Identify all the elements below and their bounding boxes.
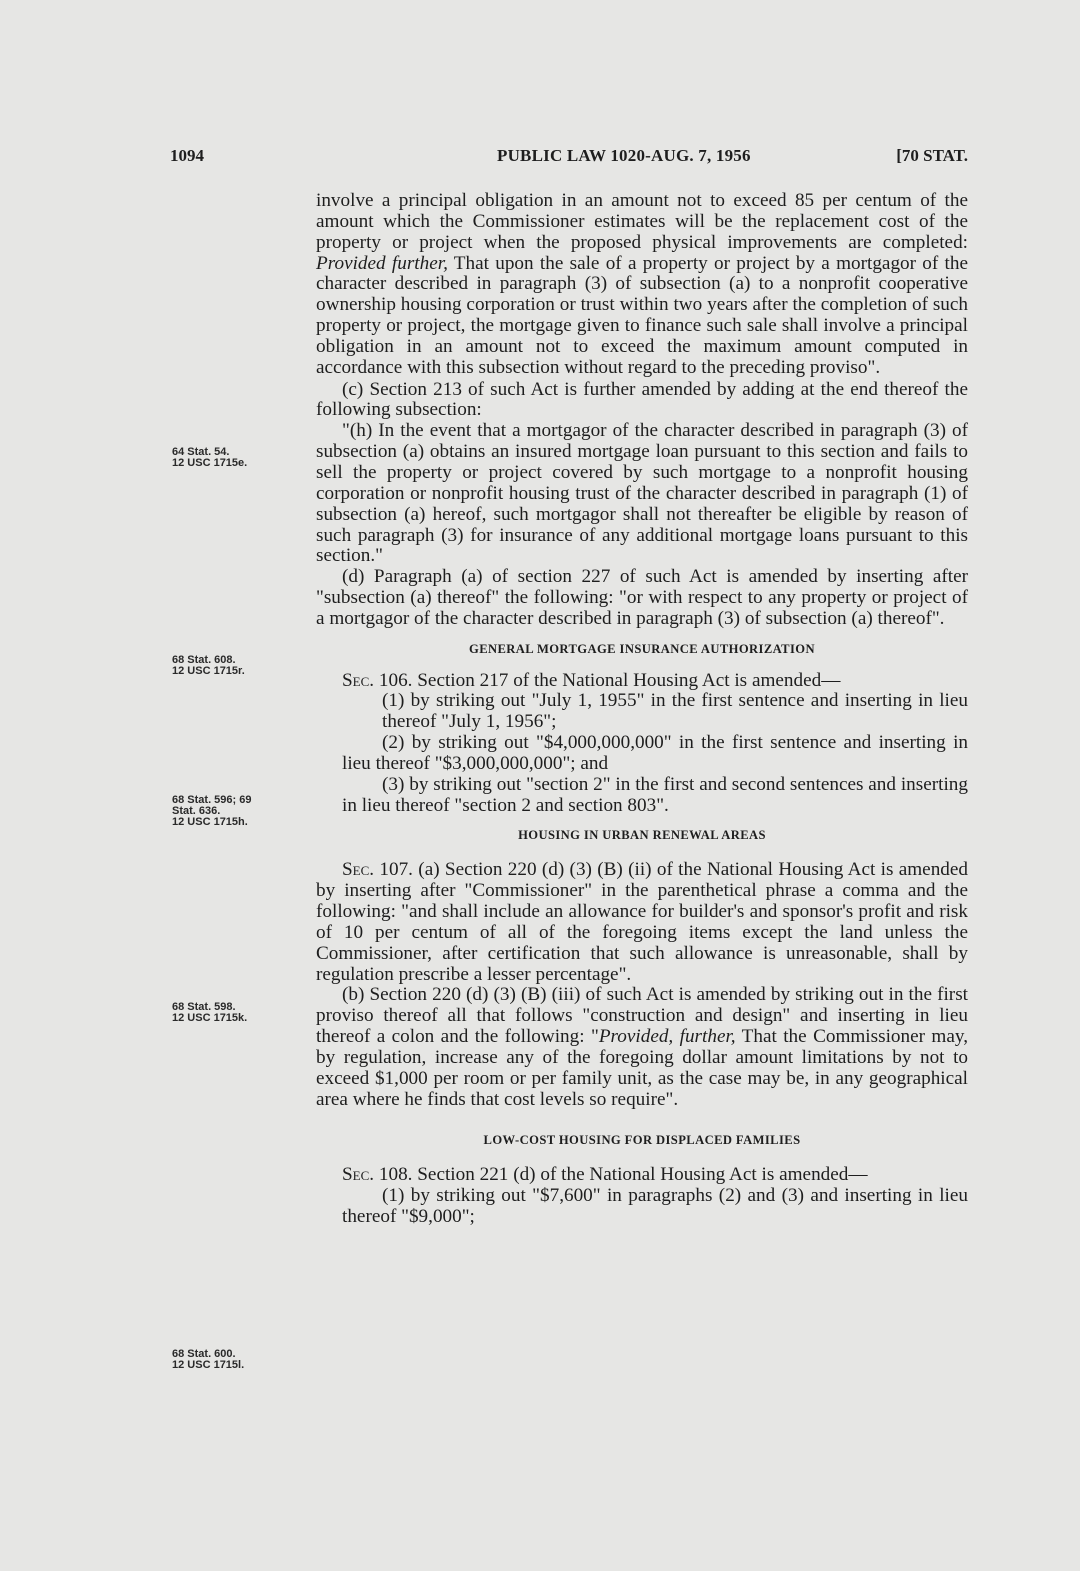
clause-1: (1) by striking out "July 1, 1955" in the first sentence and inserting in lieu thereof "July 1, 1956";	[382, 690, 968, 733]
section-heading: HOUSING IN URBAN RENEWAL AREAS	[518, 828, 766, 843]
running-title: PUBLIC LAW 1020-AUG. 7, 1956	[497, 146, 751, 165]
text-run: That the Commissioner may, by regulation, increase any of the foregoing dollar amount limitations by not to exceed $1,000 per room or per family unit, as the case may be, in any geographical area where he finds that cost levels so require".	[316, 1026, 968, 1110]
section-heading: LOW-COST HOUSING FOR DISPLACED FAMILIES	[483, 1133, 801, 1148]
page-header	[170, 146, 970, 170]
text-run: Section 217 of the National Housing Act is amended—	[412, 669, 841, 691]
text-run: involve a principal obligation in an amount not to exceed 85 per centum of the amount which the Commissioner estimates will be the replacement cost of the property or project when the proposed physical improvements are completed:	[316, 190, 968, 253]
paragraph-continued	[316, 191, 968, 379]
section-107b	[316, 985, 968, 1110]
italic-run: Provided, further,	[598, 1026, 736, 1048]
citation-line: 12 USC 1715h.	[172, 816, 248, 828]
clause-1: (1) by striking out "$7,600" in paragraphs (2) and (3) and inserting in lieu thereof "$9,000";	[342, 1185, 968, 1227]
subsection-d: (d) Paragraph (a) of section 227 of such Act is amended by inserting after "subsection (a) thereof" the following: "or with respect to any property or project of a mortgagor of the character described in paragraph (3) of subsection (a) thereof".	[316, 566, 968, 629]
text-run: Section 221 (d) of the National Housing Act is amended—	[412, 1164, 868, 1186]
clause-2: (2) by striking out "$4,000,000,000" in the first sentence and inserting in lieu thereof "$3,000,000,000"; and	[342, 732, 968, 774]
citation-line: 12 USC 1715r.	[172, 665, 245, 677]
page-number: 1094	[170, 146, 204, 165]
citation-line: Stat. 636.	[172, 805, 221, 817]
volume-reference: [70 STAT.	[896, 146, 968, 165]
citation-line: 68 Stat. 608.	[172, 654, 236, 666]
subsection-h-quote: "(h) In the event that a mortgagor of the character described in paragraph (3) of subsection (a) obtains an insured mortgage loan pursuant to this section and fails to sell the property or project covered by such mortgage to a nonprofit housing corporation or nonprofit housing trust of the character described in paragraph (1) of subsection (a) hereof, such mortgagor shall not thereafter be eligible by reason of such paragraph (3) for insurance of any additional mortgage loans pursuant to this section."	[316, 420, 968, 567]
text-run: (b) Section 220 (d) (3) (B) (iii) of such Act is amended by striking out in the first proviso thereof all that follows "construction and design" and inserting in lieu thereof a colon and the following: "	[316, 984, 968, 1048]
section-106	[316, 671, 968, 692]
margin-citation	[172, 1349, 312, 1371]
section-label: Sec. 107.	[342, 859, 413, 881]
italic-run: Provided further,	[316, 252, 448, 274]
citation-line: 12 USC 1715k.	[172, 1012, 248, 1024]
margin-citation	[172, 655, 312, 677]
citation-line: 68 Stat. 598.	[172, 1001, 236, 1013]
citation-line: 12 USC 1715l.	[172, 1359, 245, 1371]
margin-citation	[172, 795, 312, 828]
section-107a	[316, 860, 968, 985]
clause-3: (3) by striking out "section 2" in the first and second sentences and inserting in lieu thereof "section 2 and section 803".	[342, 773, 968, 816]
subsection-c: (c) Section 213 of such Act is further amended by adding at the end thereof the following subsection:	[316, 378, 968, 421]
text-run: (a) Section 220 (d) (3) (B) (ii) of the National Housing Act is amended by inserting after "Commissioner" in the parenthetical phrase a comma and the following: "and shall include an allowance for builder's and sponsor's profit and risk of 10 per centum of all of the foregoing items except the land unless the Commissioner, after certification that such allowance is unreasonable, shall by regulation prescribe a lesser percentage".	[316, 859, 968, 985]
margin-citation	[172, 447, 312, 469]
citation-line: 12 USC 1715e.	[172, 457, 248, 469]
section-108	[316, 1165, 968, 1186]
text-run: That upon the sale of a property or project by a mortgagor of the character described in paragraph (3) of subsection (a) to a nonprofit cooperative ownership housing corporation or trust within two years after the completion of such property or project, the mortgage given to finance such sale shall involve a principal obligation in an amount not to exceed the maximum amount computed in accordance with this subsection without regard to the preceding proviso".	[316, 252, 968, 378]
section-label: Sec. 106.	[342, 669, 413, 691]
citation-line: 64 Stat. 54.	[172, 446, 230, 458]
body-text	[316, 191, 968, 1228]
section-heading: GENERAL MORTGAGE INSURANCE AUTHORIZATION	[469, 641, 815, 656]
citation-line: 68 Stat. 600.	[172, 1348, 236, 1360]
section-label: Sec. 108.	[342, 1164, 413, 1186]
margin-citation	[172, 1002, 312, 1024]
citation-line: 68 Stat. 596; 69	[172, 794, 252, 806]
